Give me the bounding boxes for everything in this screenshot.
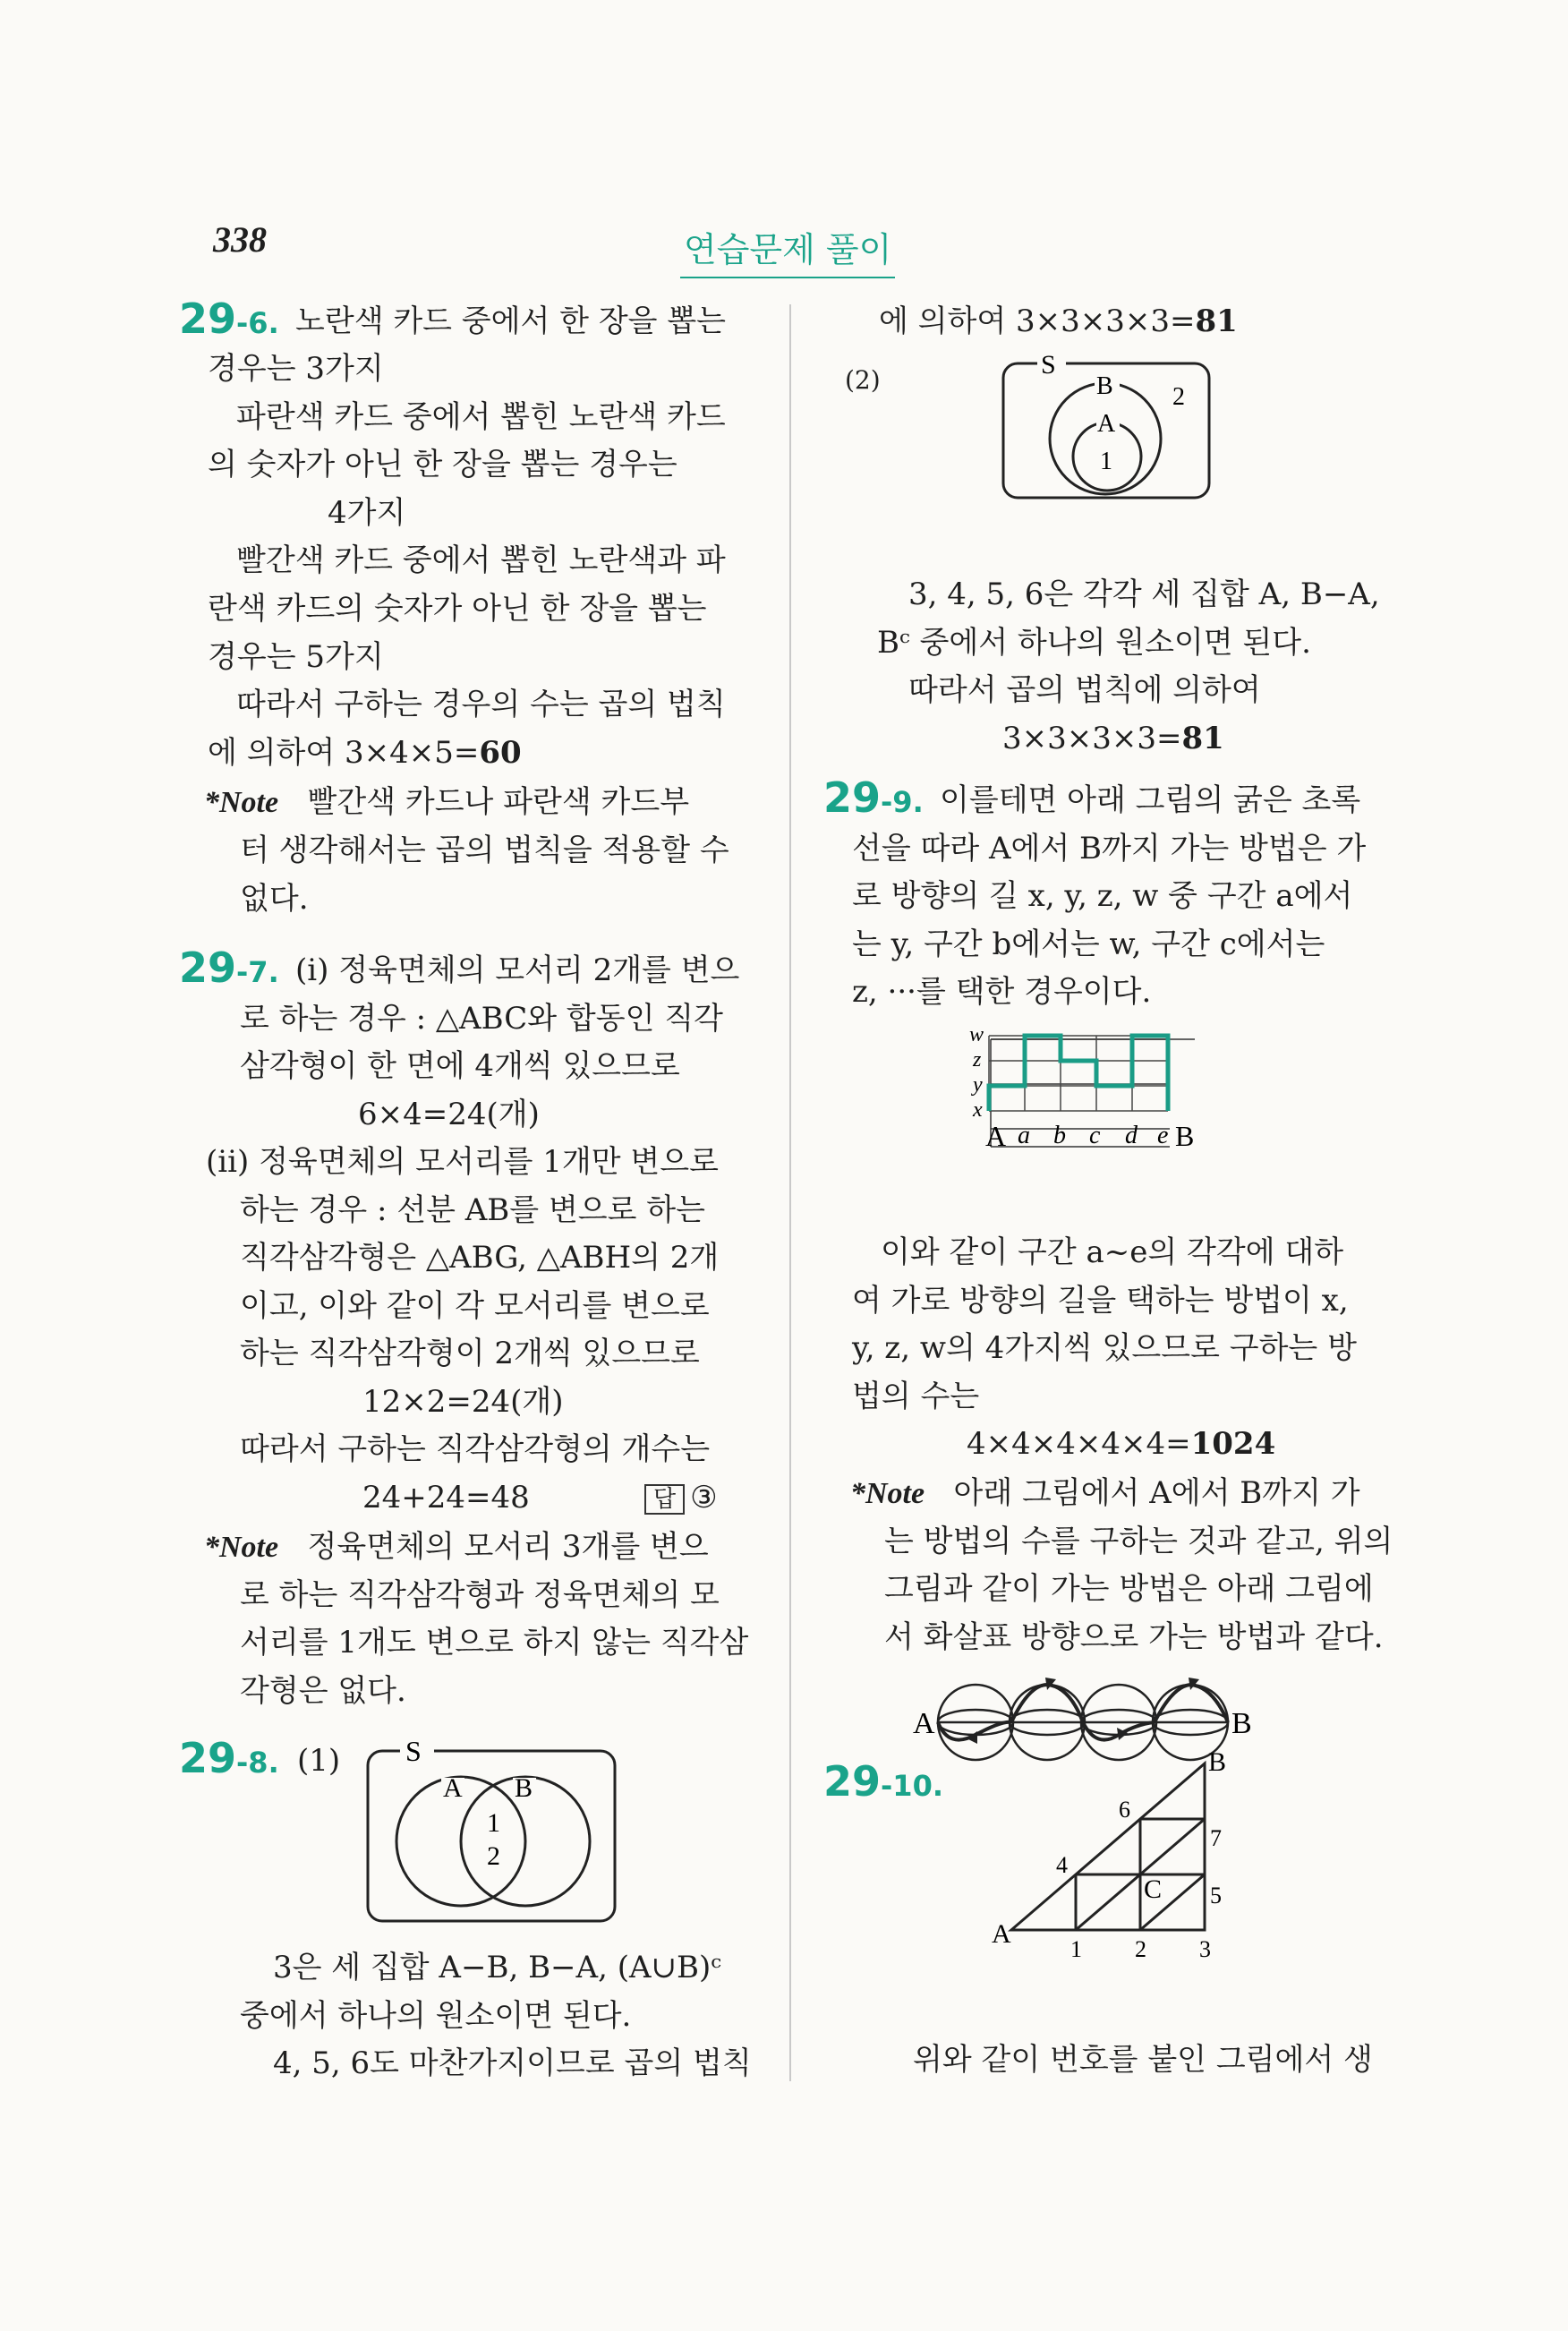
text-line: 의 숫자가 아닌 한 장을 뽑는 경우는 [208, 447, 677, 482]
text-line: 로 방향의 길 x, y, z, w 중 구간 a에서 [852, 878, 1353, 914]
text-line: (i) 정육면체의 모서리 2개를 변으 [295, 952, 740, 988]
text-line: 하는 직각삼각형이 2개씩 있으므로 [240, 1336, 700, 1371]
note-text: 아래 그림에서 A에서 B까지 가 [953, 1475, 1360, 1511]
problem-heading [823, 774, 924, 826]
text-line: 4가지 [328, 495, 406, 531]
part-label: (2) [845, 365, 881, 395]
row-label: y [973, 1073, 983, 1097]
text-line: 여 가로 방향의 길을 택하는 방법이 x, [852, 1283, 1349, 1319]
note-text: 빨간색 카드나 파란색 카드부 [307, 784, 690, 820]
col-label: d [1125, 1122, 1138, 1149]
edge-number: 3 [1199, 1936, 1211, 1962]
set-s-label: S [1041, 351, 1056, 380]
edge-number: 7 [1210, 1825, 1222, 1851]
highlighted-path [989, 1036, 1168, 1111]
problem-number: 29 [823, 773, 882, 822]
edge-number: 2 [1135, 1936, 1146, 1962]
col-label: a [1018, 1122, 1030, 1149]
problem-suffix: -9. [881, 785, 924, 819]
answer-line [644, 1474, 718, 1522]
text-line: 이를테면 아래 그림의 굵은 초록 [940, 782, 1361, 818]
note-label: *Note [204, 1531, 279, 1564]
problem-number: 29 [179, 1734, 237, 1782]
result-value: 60 [479, 735, 522, 771]
venn-diagram-2 [998, 351, 1217, 503]
note-line: 로 하는 직각삼각형과 정육면체의 모 [240, 1577, 720, 1613]
end-label: B [1231, 1707, 1252, 1740]
problem-suffix: -6. [236, 306, 279, 340]
text-line: 법의 수는 [852, 1379, 980, 1414]
note-line: 없다. [240, 881, 309, 917]
problem-heading [179, 1735, 279, 1787]
problem-heading [179, 295, 279, 347]
edge-number: 5 [1210, 1883, 1222, 1908]
result-value: 81 [1195, 303, 1238, 339]
region-number: 1 [487, 1808, 500, 1838]
text-line: 경우는 5가지 [208, 639, 384, 675]
problem-number: 29 [823, 1757, 882, 1806]
point-c-label: C [1144, 1874, 1163, 1904]
text-line: 24+24=48 [362, 1480, 530, 1516]
text-line: 란색 카드의 숫자가 아닌 한 장을 뽑는 [208, 591, 707, 627]
col-label: b [1053, 1122, 1066, 1149]
edge-number: 4 [1056, 1852, 1068, 1878]
column-divider [789, 304, 791, 2081]
problem-heading [823, 1758, 943, 1810]
triangle-diagram [984, 1753, 1253, 1968]
answer-label-box: 답 [644, 1484, 685, 1515]
text-line [1002, 715, 1224, 763]
text-line: 위와 같이 번호를 붙인 그림에서 생 [913, 2042, 1373, 2078]
note-line: 는 방법의 수를 구하는 것과 같고, 위의 [884, 1524, 1393, 1559]
set-s-label: S [405, 1738, 422, 1767]
text-line: 이와 같이 구간 a~e의 각각에 대하 [881, 1234, 1344, 1270]
note-line: 터 생각해서는 곱의 법칙을 적용할 수 [240, 832, 729, 868]
note-line [204, 779, 689, 826]
part-label: (1) [297, 1743, 341, 1779]
result-value: 1024 [1190, 1426, 1276, 1462]
text-line: 빨간색 카드 중에서 뽑힌 노란색과 파 [236, 542, 726, 578]
edge-number: 1 [1070, 1936, 1082, 1962]
row-label: z [973, 1048, 982, 1072]
note-line [204, 1524, 709, 1571]
note-label: *Note [850, 1477, 925, 1510]
text-line: 선을 따라 A에서 B까지 가는 방법은 가 [852, 831, 1367, 867]
equation-text: 에 의하여 3×4×5= [208, 735, 480, 771]
edge-number: 6 [1119, 1797, 1130, 1823]
col-label: c [1089, 1122, 1101, 1149]
result-value: 81 [1181, 721, 1224, 756]
col-label: e [1157, 1122, 1169, 1149]
row-label: x [973, 1098, 983, 1122]
problem-number: 29 [179, 295, 237, 343]
text-line: 이고, 이와 같이 각 모서리를 변으로 [240, 1288, 710, 1324]
text-line: 직각삼각형은 △ABG, △ABH의 2개 [240, 1240, 720, 1276]
start-label: A [913, 1707, 935, 1740]
region-number: 2 [487, 1841, 500, 1871]
text-line [208, 730, 522, 777]
equation-text: 4×4×4×4×4= [967, 1426, 1191, 1462]
set-a-label: A [443, 1773, 463, 1803]
grid-lines [989, 1036, 1168, 1111]
text-line: 는 y, 구간 b에서는 w, 구간 c에서는 [852, 926, 1325, 962]
note-line: 그림과 같이 가는 방법은 아래 그림에 [884, 1571, 1374, 1607]
text-line: 파란색 카드 중에서 뽑힌 노란색 카드 [236, 399, 726, 435]
set-b-label: B [1096, 372, 1113, 400]
equation-text: 3×3×3×3= [1002, 721, 1182, 756]
page-title: 연습문제 풀이 [680, 222, 895, 278]
vertex-a-label: A [992, 1919, 1011, 1949]
text-line: 따라서 구하는 직각삼각형의 개수는 [240, 1431, 711, 1467]
text-line: (ii) 정육면체의 모서리를 1개만 변으로 [206, 1144, 719, 1180]
problem-heading [179, 944, 279, 996]
set-a-label: A [1097, 410, 1116, 438]
text-line: 3, 4, 5, 6은 각각 세 집합 A, B−A, [908, 576, 1380, 612]
note-line: 각형은 없다. [240, 1673, 406, 1709]
note-line [850, 1470, 1360, 1517]
text-line: z, ···를 택한 경우이다. [852, 974, 1152, 1010]
text-line: 6×4=24(개) [358, 1097, 540, 1132]
note-line: 서리를 1개도 변으로 하지 않는 직각삼 [240, 1625, 749, 1661]
problem-number: 29 [179, 944, 237, 992]
triangle-lines [1011, 1763, 1205, 1930]
row-label: w [969, 1025, 984, 1046]
text-line [879, 298, 1238, 346]
text-line: 3은 세 집합 A−B, B−A, (A∪B)ᶜ [273, 1950, 722, 1985]
text-line: 삼각형이 한 면에 4개씩 있으므로 [240, 1048, 680, 1084]
text-line: 따라서 곱의 법칙에 의하여 [908, 672, 1261, 708]
note-label: *Note [204, 786, 279, 819]
text-line: 중에서 하나의 원소이면 된다. [240, 1998, 632, 2034]
text-line: Bᶜ 중에서 하나의 원소이면 된다. [877, 625, 1311, 661]
vertex-b-label: B [1208, 1753, 1227, 1777]
note-text: 정육면체의 모서리 3개를 변으 [307, 1529, 709, 1565]
text-line: 경우는 3가지 [208, 351, 384, 387]
problem-suffix: -7. [236, 955, 279, 989]
note-line: 서 화살표 방향으로 가는 방법과 같다. [884, 1619, 1384, 1655]
text-line: y, z, w의 4가지씩 있으므로 구하는 방 [852, 1330, 1357, 1366]
text-line: 4, 5, 6도 마찬가지이므로 곱의 법칙 [273, 2045, 752, 2081]
region-number: 2 [1172, 383, 1185, 411]
text-line: 하는 경우 : 선분 AB를 변으로 하는 [240, 1192, 705, 1228]
grid-path-diagram-main [962, 1025, 1204, 1177]
text-line: 로 하는 경우 : △ABC와 합동인 직각 [240, 1001, 723, 1037]
text-line: 따라서 구하는 경우의 수는 곱의 법칙 [236, 687, 726, 722]
end-label: B [1175, 1120, 1195, 1152]
problem-suffix: -10. [881, 1769, 943, 1803]
text-line: 노란색 카드 중에서 한 장을 뽑는 [295, 303, 727, 339]
answer-value: ③ [690, 1480, 718, 1516]
equation-text: 에 의하여 3×3×3×3= [879, 303, 1196, 339]
problem-suffix: -8. [236, 1746, 279, 1780]
text-line: 12×2=24(개) [362, 1384, 564, 1420]
venn-diagram-1 [362, 1738, 622, 1926]
set-b-label: B [515, 1773, 533, 1803]
page-number: 338 [213, 219, 267, 260]
text-line [967, 1421, 1275, 1468]
start-label: A [985, 1120, 1007, 1152]
region-number: 1 [1100, 448, 1112, 475]
